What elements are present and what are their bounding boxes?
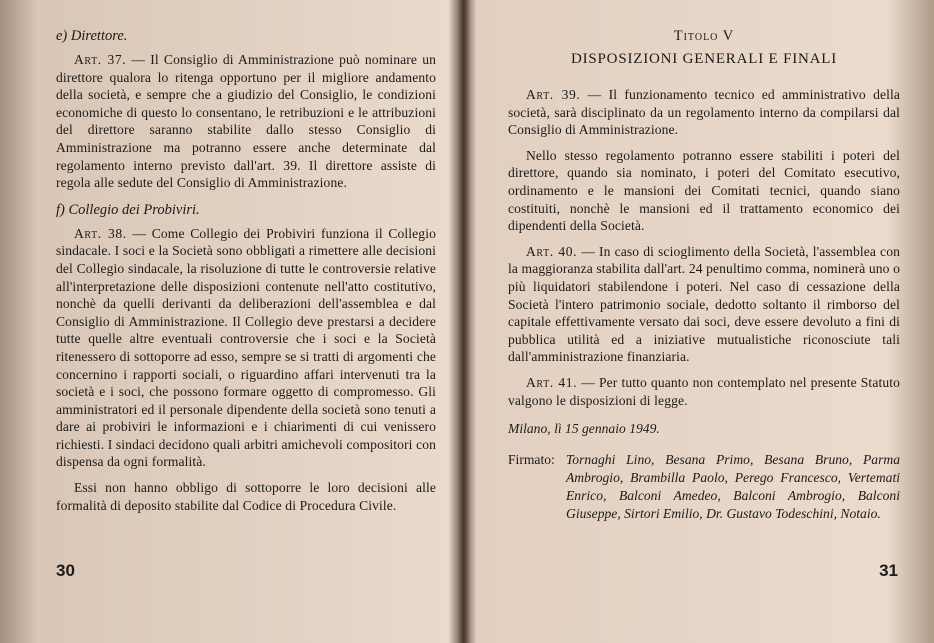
article-40	[508, 243, 900, 366]
left-page	[0, 0, 462, 643]
article-label: Art. 38.	[74, 225, 127, 241]
page-number: 31	[879, 561, 898, 580]
article-text: — Come Collegio dei Probiviri funziona il Collegio sindacale. I soci e la Società sono obbligati a rimettere alle decisioni del Collegio sindacale, la risoluzione di tutte le controversie relative all'interpretazione delle disposizioni contenute nell'atto costitutivo, nonchè da quelli derivanti da deliberazioni dell'assemblea e dal Consiglio di Amministrazione. Il Collegio deve prestarsi a decidere tutte quelle altre eventuali controversie che i soci e la Società ritenessero di sottoporre ad esso, sempre se si tratti di argomenti che concernino i rapporti sociali, o riguardino affari intervenuti tra la società e i soci, che possono formare oggetto di compromesso. Gli amministratori ed il personale dipendente della società sono tenuti a dare ai probiviri le informazioni e i chiarimenti di cui venissero richiesti. I sindaci decidono quali arbitri amichevoli compositori con dispensa da ogni formalità.	[56, 225, 436, 470]
book-fold	[458, 0, 470, 643]
article-label: Art. 39.	[526, 87, 581, 102]
article-38	[56, 225, 436, 471]
article-text: — Per tutto quanto non contemplato nel presente Statuto valgono le disposizioni di legge.	[508, 374, 900, 408]
section-heading-direttore: e) Direttore.	[56, 28, 128, 44]
article-39	[508, 86, 900, 139]
article-label: Art. 40.	[526, 243, 578, 259]
signatures-block	[508, 451, 900, 523]
article-39-continuation: Nello stesso regolamento potranno essere stabiliti i poteri del direttore, quando sia nominato, i poteri del Comitato esecutivo, ordinamento e le mansioni dei Comitati tecnici, quando siano costituiti, nonchè le mansioni ed il trattamento economico dei dipendenti della Società.	[508, 147, 900, 234]
article-text: — Il funzionamento tecnico ed amministrativo della società, sarà disciplinato da un regolamento interno da compilarsi dal Consiglio di Amministrazione.	[508, 87, 900, 138]
right-page	[462, 0, 934, 643]
article-41	[508, 374, 900, 409]
article-text: — Il Consiglio di Amministrazione può nominare un direttore qualora lo ritenga opportuno per il migliore andamento della società, e sempre che a giudizio del Consiglio, le condizioni economiche di questo lo consentano, le retribuzioni e le attribuzioni del direttore saranno stabilite dallo stesso Consiglio di Amministrazione ma potranno essere anche determinate dal regolamento interno previsto dall'art. 39. Il direttore assiste di regola alle sedute del Consiglio di Amministrazione.	[56, 52, 436, 191]
article-label: Art. 41.	[526, 374, 578, 390]
signatories: Tornaghi Lino, Besana Primo, Besana Bruno, Parma Ambrogio, Brambilla Paolo, Perego Francesco, Vertemati Enrico, Balconi Amedeo, Balconi Ambrogio, Balconi Giuseppe, Sirtori Emilio, Dr. Gustavo Todeschini, Notaio.	[566, 452, 900, 522]
article-label: Art. 37.	[74, 52, 127, 67]
article-text: — In caso di scioglimento della Società, l'assemblea con la maggioranza stabilita dall'art. 24 penultimo comma, nominerà uno o più liquidatori stabilendone i poteri. Nel caso di cessazione della Società l'intero patrimonio sociale, dedotto soltanto il rimborso del capitale effettivamente versato dai soci, deve essere devoluto a fini di pubblica utilità ed a iniziative mutualistiche riconosciute tali dall'amministrazione finanziaria.	[508, 243, 900, 365]
page-number: 30	[56, 561, 75, 580]
article-38-continuation: Essi non hanno obbligo di sottoporre le loro decisioni alle formalità di deposito stabilite dal Codice di Procedura Civile.	[56, 480, 436, 513]
section-heading-probiviri: f) Collegio dei Probiviri.	[56, 201, 200, 218]
title-label: Titolo V	[673, 28, 735, 44]
signed-label: Firmato:	[508, 452, 555, 468]
article-37	[56, 51, 436, 192]
place-date: Milano, lì 15 gennaio 1949.	[508, 421, 660, 437]
page-heading: DISPOSIZIONI GENERALI E FINALI	[570, 51, 838, 67]
